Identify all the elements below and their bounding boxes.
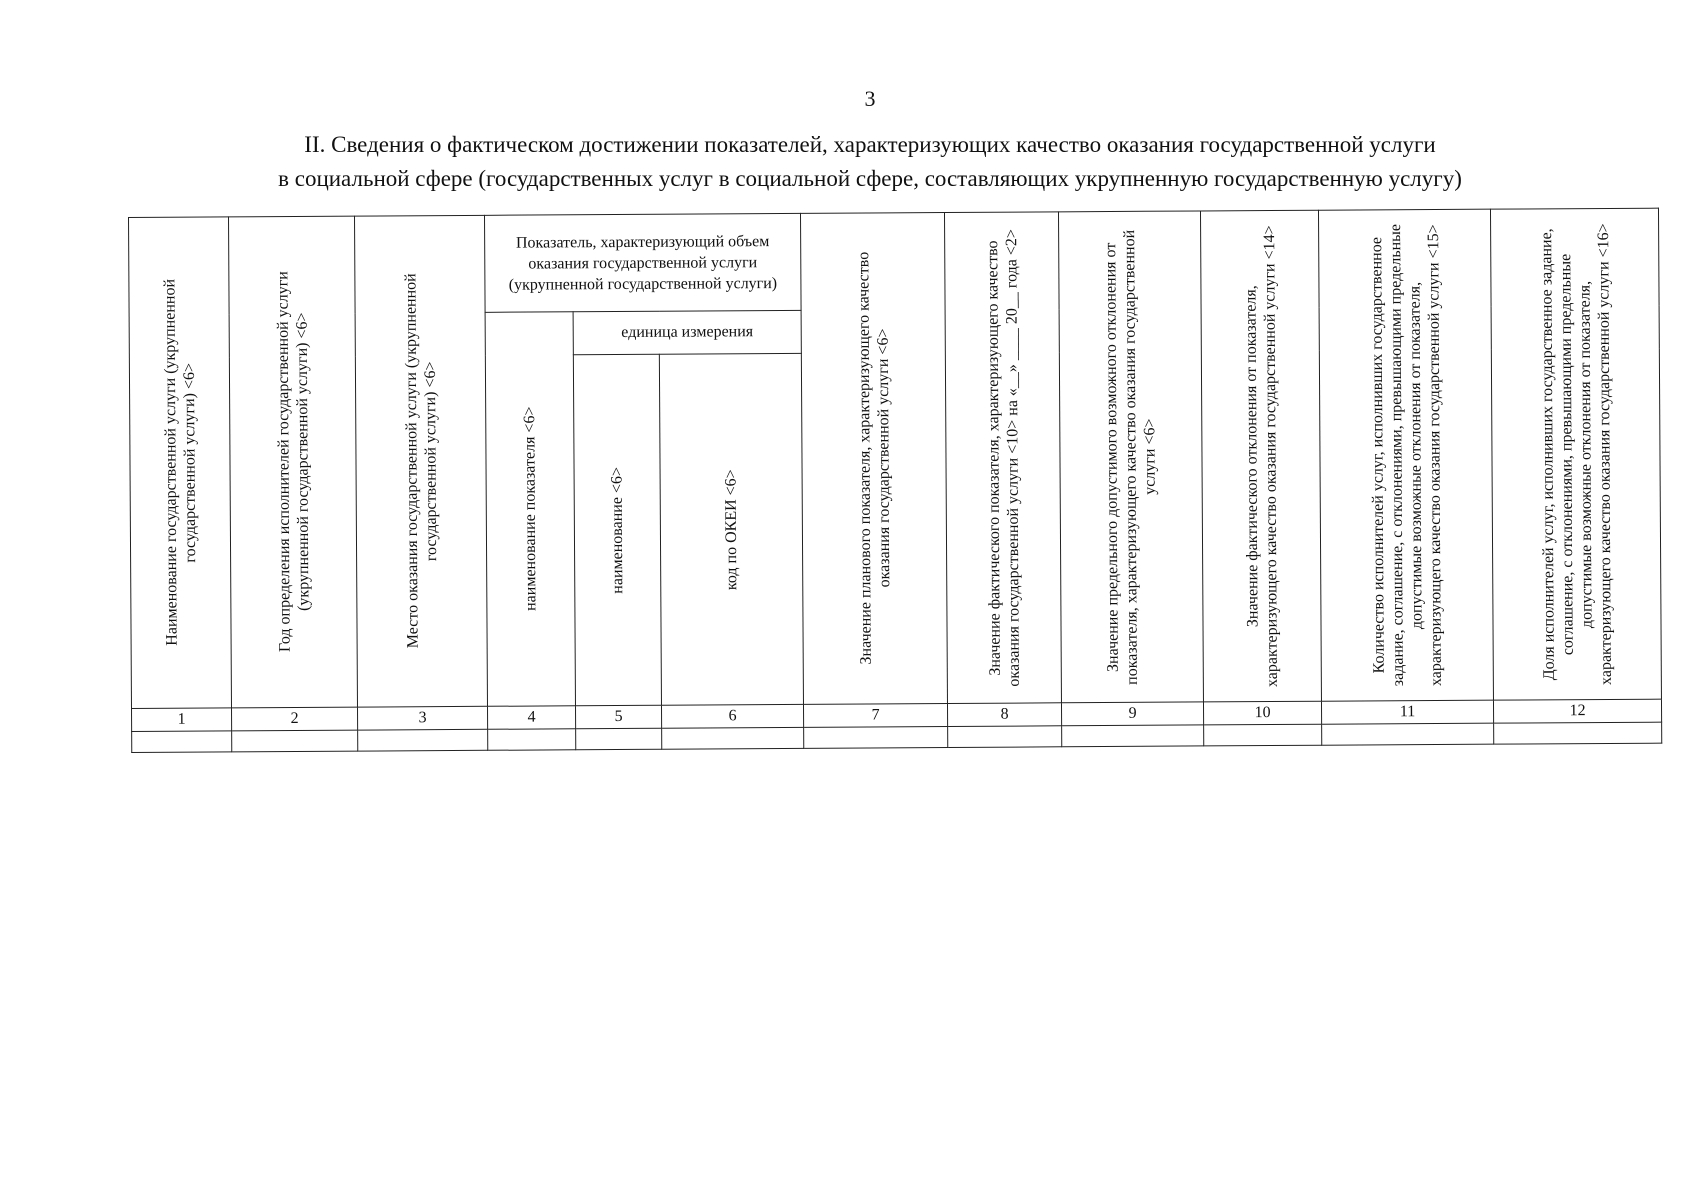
column-number: 3 [357, 706, 487, 730]
heading-line-1: II. Сведения о фактическом достижении показателей, характеризующих качество оказания государственной услуги [304, 132, 1436, 157]
header-col-1 [129, 217, 232, 709]
column-number: 12 [1493, 699, 1661, 723]
empty-cell [358, 729, 488, 751]
report-table [128, 208, 1662, 753]
header-col-10-text: Значение фактического отклонения от показателя, характеризующего качество оказания государственной услуги <14> [1241, 225, 1281, 687]
column-number: 4 [487, 706, 575, 730]
empty-cell [132, 731, 232, 753]
report-table-wrapper [128, 208, 1661, 753]
column-number: 7 [803, 704, 947, 728]
header-col-2 [229, 216, 358, 708]
header-col-12 [1490, 208, 1661, 700]
empty-cell [1494, 722, 1662, 744]
header-col-10 [1200, 210, 1321, 702]
header-group-unit: единица измерения [573, 310, 801, 354]
header-col-6-text: код по ОКЕИ <6> [722, 468, 741, 590]
column-number: 8 [947, 703, 1061, 727]
header-col-9-text: Значение предельного допустимого возможного отклонения от показателя, характеризующего качество оказания государственной услуги <6> [1102, 229, 1159, 685]
empty-cell [1062, 725, 1204, 747]
header-col-2-text: Год определения исполнителей государственной услуги (укрупненной государственной услуги) <6> [273, 271, 312, 653]
header-col-11 [1318, 209, 1493, 701]
header-col-12-text: Доля исполнителей услуг, исполнивших государственное задание, соглашение, с отклонениями, превышающими предельные допустимые возможные отклонения от показателя, характеризующего качество оказания государственной услуги <16> [1537, 223, 1615, 685]
empty-cell [1322, 723, 1494, 745]
header-col-6 [659, 353, 803, 705]
header-col-7-text: Значение планового показателя, характеризующего качество оказания государственной услуги <6> [854, 252, 893, 665]
empty-cell [948, 726, 1062, 748]
header-group-indicator: Показатель, характеризующий объем оказания государственной услуги (укрупненной государственной услуги) [484, 213, 801, 312]
header-col-4 [485, 312, 575, 707]
header-col-5 [573, 354, 661, 706]
column-number: 2 [232, 707, 358, 731]
empty-cell [488, 729, 576, 751]
column-number: 5 [575, 705, 661, 729]
header-col-5-text: наименование <6> [608, 466, 627, 594]
header-col-1-text: Наименование государственной услуги (укрупненной государственной услуги) <6> [160, 279, 199, 647]
column-number: 10 [1203, 701, 1321, 725]
empty-cell [662, 727, 804, 749]
header-col-3-text: Место оказания государственной услуги (укрупненной государственной услуги) <6> [401, 273, 440, 649]
header-col-3 [354, 215, 487, 707]
empty-cell [232, 730, 358, 752]
empty-cell [576, 728, 662, 750]
header-col-7 [800, 213, 947, 705]
column-number: 9 [1061, 702, 1203, 726]
heading-line-2: в социальной сфере (государственных услуг в социальной сфере, составляющих укрупненную государственную услугу) [278, 166, 1462, 191]
header-col-8-text: Значение фактического показателя, характеризующего качество оказания государственной услуги <10> на «__» ____ 20__ года <2> [983, 228, 1023, 687]
header-col-8 [944, 212, 1061, 704]
empty-cell [1204, 724, 1322, 746]
page-number: 3 [864, 86, 876, 111]
column-number: 1 [132, 708, 232, 732]
section-heading [150, 128, 1590, 196]
column-number: 11 [1321, 700, 1493, 724]
header-col-11-text: Количество исполнителей услуг, исполнивших государственное задание, соглашение, с отклонениями, превышающими предельные допустимые возможные отклонения от показателя, характеризующего качество оказания государственной услуги <15> [1367, 224, 1445, 687]
column-number: 6 [661, 704, 803, 728]
header-col-4-text: наименование показателя <6> [521, 406, 540, 612]
empty-cell [804, 727, 948, 749]
header-col-9 [1058, 211, 1203, 703]
